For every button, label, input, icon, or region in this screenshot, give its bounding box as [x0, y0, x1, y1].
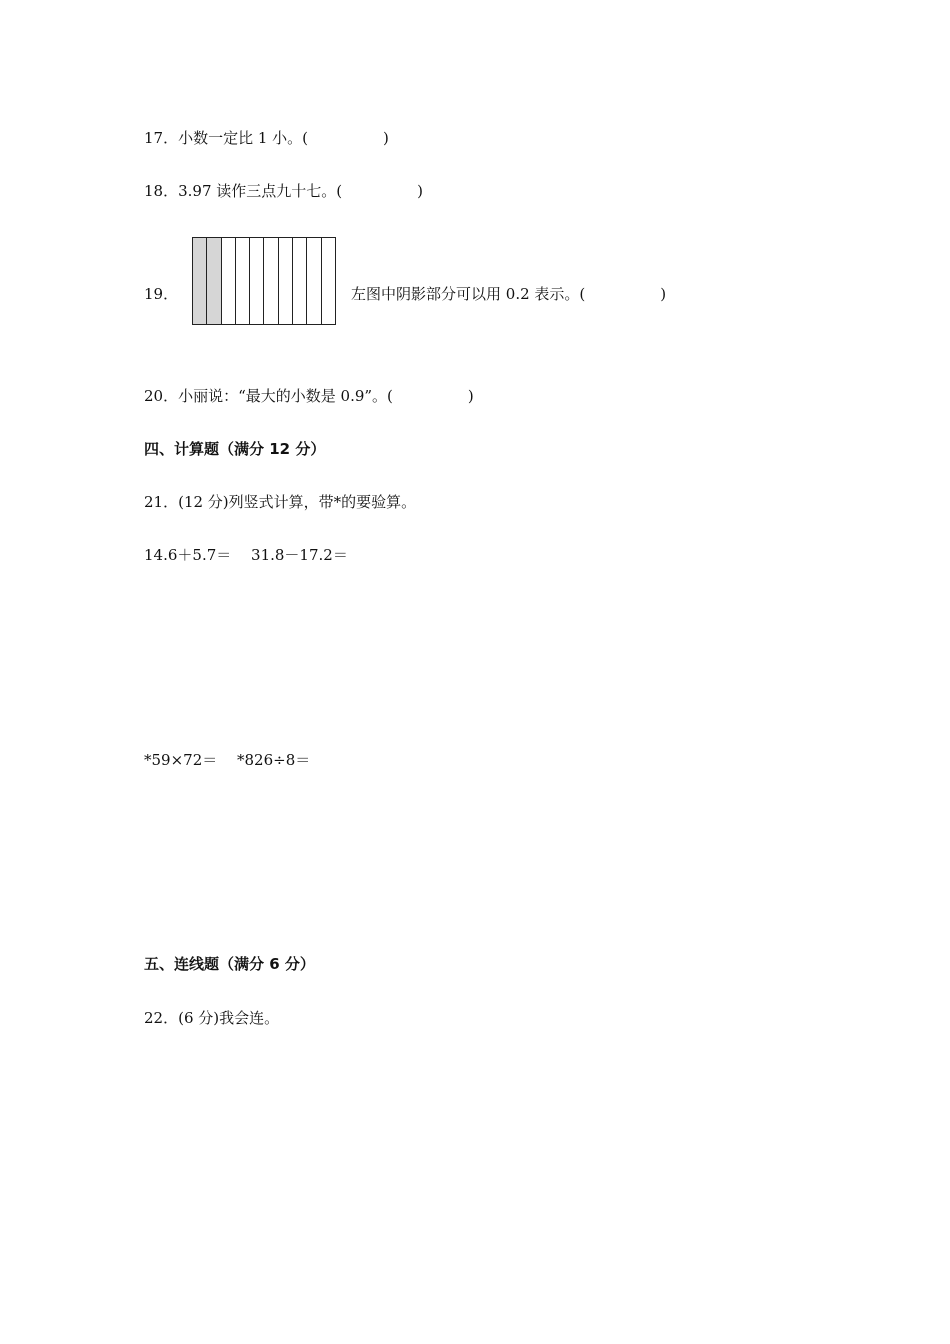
- question-19-number: 19．: [144, 285, 179, 303]
- calc-row-2: *59×72＝ *826÷8＝: [144, 751, 311, 769]
- question-18: 18．3.97 读作三点九十七。( ): [144, 182, 423, 200]
- grid-cell: [307, 238, 321, 324]
- grid-cell: [222, 238, 236, 324]
- grid-cell: [264, 238, 278, 324]
- grid-cell: [250, 238, 264, 324]
- question-22: 22．(6 分)我会连。: [144, 1009, 280, 1027]
- section-5-heading: 五、连线题（满分 6 分）: [144, 955, 315, 973]
- grid-cell: [279, 238, 293, 324]
- grid-cell: [293, 238, 307, 324]
- grid-cell-shaded: [207, 238, 221, 324]
- question-20: 20．小丽说：“最大的小数是 0.9”。( ): [144, 387, 474, 405]
- calc-row-1: 14.6＋5.7＝ 31.8－17.2＝: [144, 546, 348, 564]
- question-17: 17．小数一定比 1 小。( ): [144, 129, 389, 147]
- grid-cell: [236, 238, 250, 324]
- grid-cell: [322, 238, 335, 324]
- grid-cell-shaded: [193, 238, 207, 324]
- decimal-grid-figure: [192, 237, 336, 325]
- section-4-heading: 四、计算题（满分 12 分）: [144, 440, 326, 458]
- question-21: 21．(12 分)列竖式计算，带*的要验算。: [144, 493, 417, 511]
- question-19-text: 左图中阴影部分可以用 0.2 表示。( ): [351, 285, 667, 303]
